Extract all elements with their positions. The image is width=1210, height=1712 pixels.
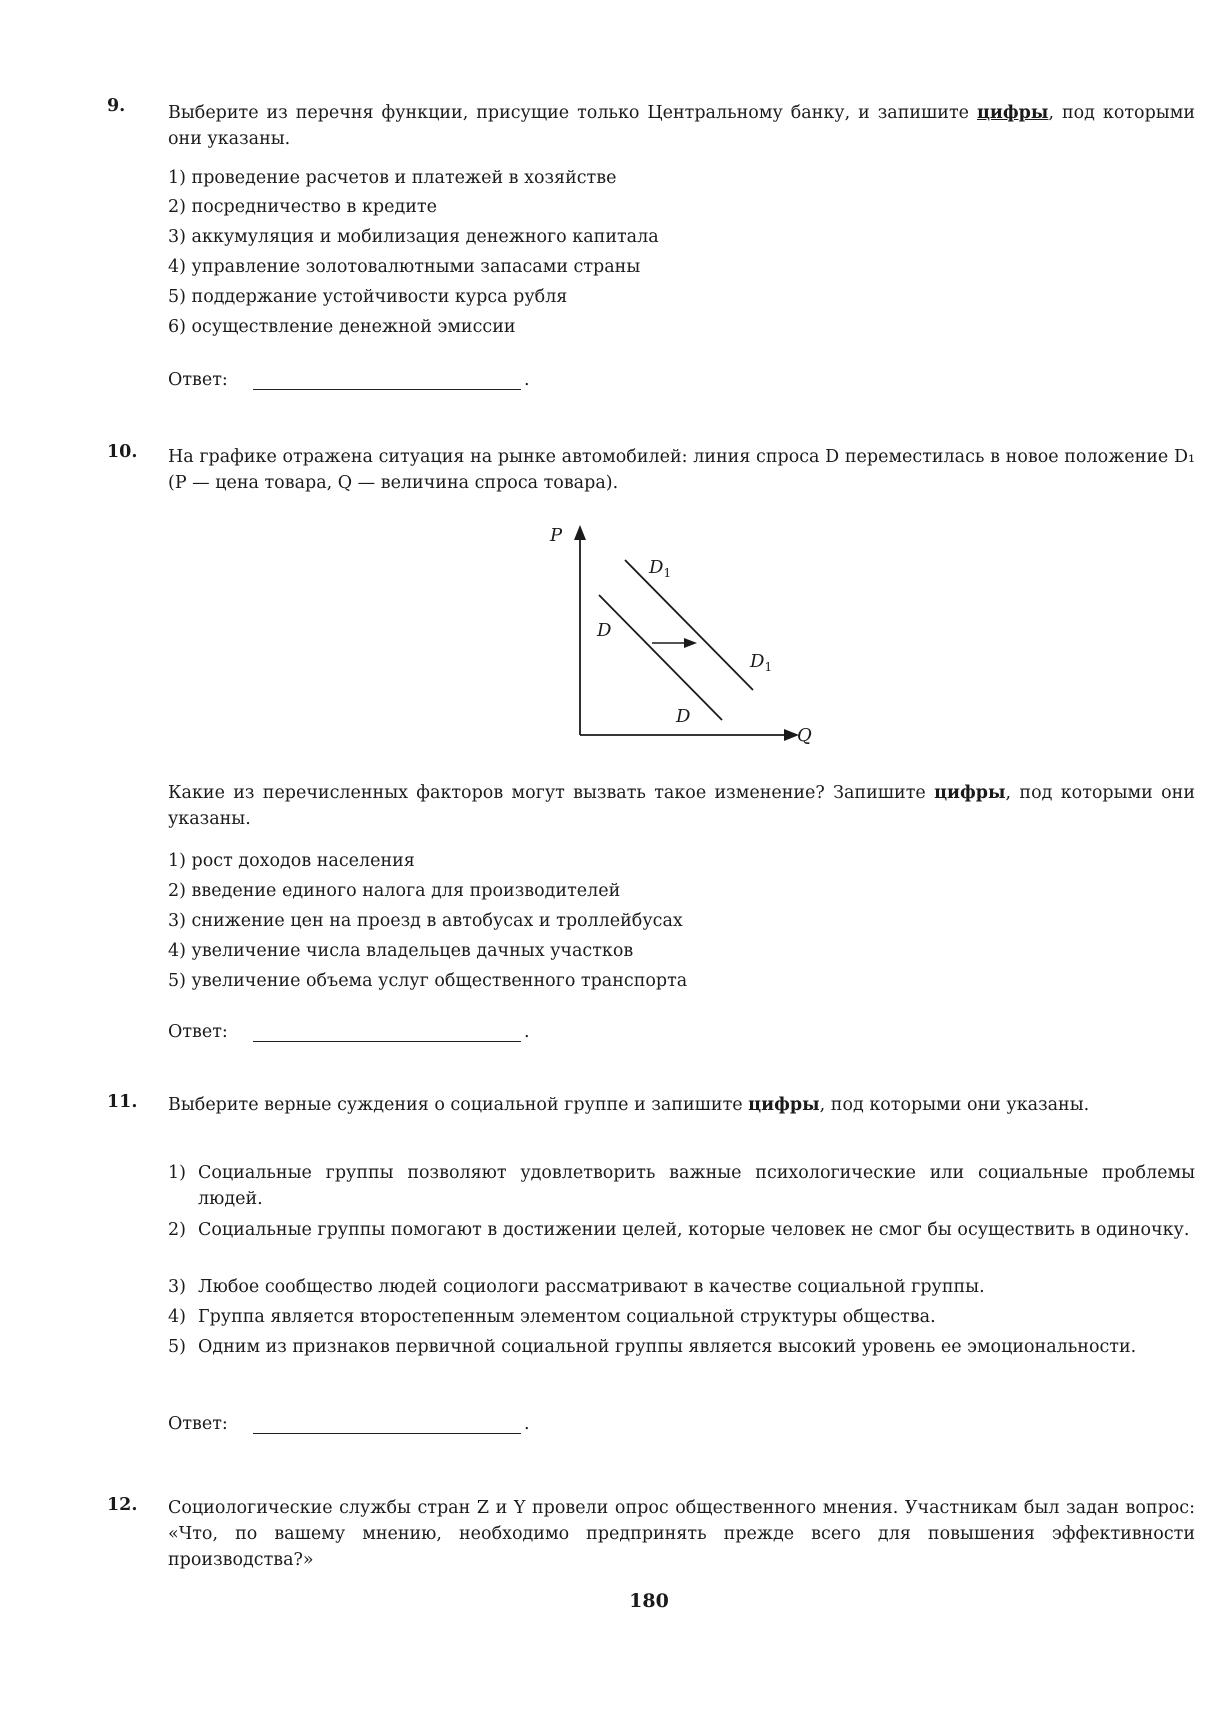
- question-10-question-b: , под которыми они указаны.: [168, 783, 1195, 829]
- shift-arrow-head: [684, 638, 697, 648]
- answer-line[interactable]: [253, 389, 521, 390]
- y-axis-arrow: [574, 525, 586, 540]
- option-text: Одним из признаков первичной социальной группы является высокий уровень ее эмоциональности.: [198, 1337, 1137, 1357]
- option-number: 5): [168, 1337, 186, 1357]
- question-10-text: На графике отражена ситуация на рынке автомобилей: линия спроса D переместилась в новое положение D₁ (P — цена товара, Q — величина спроса товара).: [168, 447, 1195, 493]
- x-axis-label: Q: [797, 725, 812, 746]
- curve-d1-upper-subscript: 1: [663, 566, 672, 580]
- demand-curve-d: [599, 595, 722, 720]
- answer-line[interactable]: [253, 1433, 521, 1434]
- question-11-text-b: , под которыми они указаны.: [819, 1095, 1090, 1115]
- question-10-number: 10.: [107, 442, 138, 462]
- question-9-option-6: 6) осуществление денежной эмиссии: [168, 317, 516, 337]
- curve-d-label-upper: D: [597, 620, 612, 641]
- answer-dot: .: [524, 1022, 530, 1042]
- option-number: 3): [168, 1277, 186, 1297]
- question-9-option-3: 3) аккумуляция и мобилизация денежного капитала: [168, 227, 659, 247]
- demand-shift-graph: [540, 520, 830, 750]
- answer-label: Ответ:: [168, 1414, 228, 1434]
- question-9-text: [168, 100, 1195, 152]
- question-10-option-2: 2) введение единого налога для производителей: [168, 881, 621, 901]
- option-text: Любое сообщество людей социологи рассматривают в качестве социальной группы.: [198, 1277, 985, 1297]
- question-9-option-5: 5) поддержание устойчивости курса рубля: [168, 287, 568, 307]
- option-text: Группа является второстепенным элементом социальной структуры общества.: [198, 1307, 936, 1327]
- question-9-text-b: , под которыми они указаны.: [168, 103, 1195, 149]
- question-9-text-a: Выберите из перечня функции, присущие только Центральному банку, и запишите: [168, 103, 977, 123]
- option-text: Социальные группы позволяют удовлетворить важные психологические или социальные проблемы людей.: [198, 1163, 1195, 1209]
- curve-d-label-lower: D: [676, 706, 691, 727]
- question-11-text-bold: цифры: [748, 1095, 820, 1115]
- option-number: 4): [168, 1307, 186, 1327]
- question-12-text: Социологические службы стран Z и Y провели опрос общественного мнения. Участникам был задан вопрос: «Что, по вашему мнению, необходимо предпринять прежде всего для повышения эффективности производства?»: [168, 1498, 1195, 1570]
- question-11-text-a: Выберите верные суждения о социальной группе и запишите: [168, 1095, 749, 1115]
- question-10-option-1: 1) рост доходов населения: [168, 851, 415, 871]
- option-number: 1): [168, 1163, 186, 1183]
- page-number: 180: [629, 1590, 669, 1612]
- option-text: Социальные группы помогают в достижении целей, которые человек не смог бы осуществить в одиночку.: [198, 1220, 1190, 1240]
- question-10-option-3: 3) снижение цен на проезд в автобусах и троллейбусах: [168, 911, 683, 931]
- question-9-text-bold: цифры: [976, 103, 1049, 123]
- y-axis-label: P: [550, 525, 563, 546]
- answer-line[interactable]: [253, 1041, 521, 1042]
- answer-label: Ответ:: [168, 370, 228, 390]
- question-9-number: 9.: [107, 96, 126, 116]
- answer-dot: .: [524, 370, 530, 390]
- question-10-option-4: 4) увеличение числа владельцев дачных участков: [168, 941, 634, 961]
- curve-d1-lower-letter: D: [750, 651, 765, 672]
- curve-d1-lower-subscript: 1: [764, 660, 773, 674]
- question-10-question-bold: цифры: [934, 783, 1006, 803]
- question-9-option-4: 4) управление золотовалютными запасами страны: [168, 257, 641, 277]
- question-10-question: [168, 780, 1195, 832]
- question-9-option-2: 2) посредничество в кредите: [168, 197, 437, 217]
- curve-d1-label-upper: [648, 557, 671, 580]
- curve-d1-upper-letter: D: [649, 557, 664, 578]
- question-12-number: 12.: [107, 1495, 138, 1515]
- option-number: 2): [168, 1220, 186, 1240]
- curve-d1-label-lower: [749, 651, 772, 674]
- question-11-number: 11.: [107, 1092, 138, 1112]
- question-10-option-5: 5) увеличение объема услуг общественного транспорта: [168, 971, 688, 991]
- answer-label: Ответ:: [168, 1022, 228, 1042]
- demand-curve-d1: [625, 560, 753, 690]
- question-11-text: [168, 1092, 1195, 1118]
- question-10-question-a: Какие из перечисленных факторов могут вызвать такое изменение? Запишите: [168, 783, 935, 803]
- question-9-option-1: 1) проведение расчетов и платежей в хозяйстве: [168, 168, 617, 188]
- answer-dot: .: [524, 1414, 530, 1434]
